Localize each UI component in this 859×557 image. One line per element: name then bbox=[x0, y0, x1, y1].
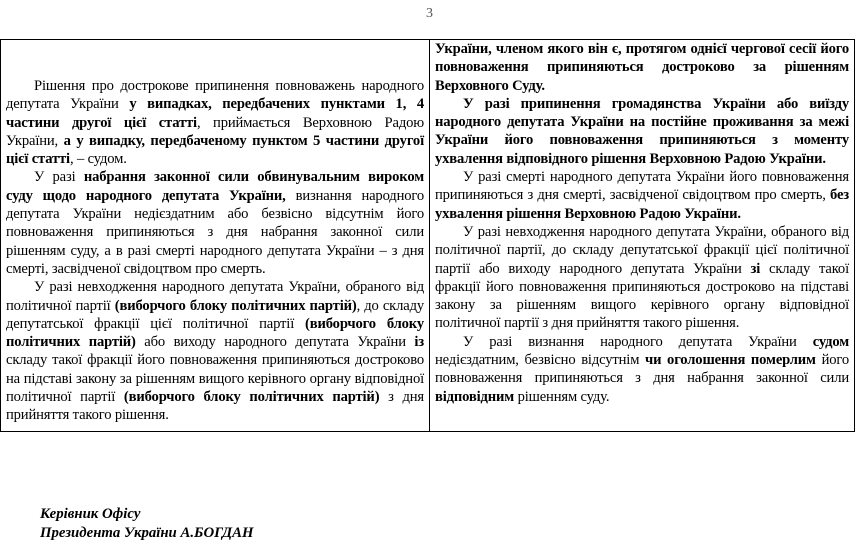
text-run: його повноваження припиняються з дня набрання законної сили bbox=[435, 352, 849, 387]
right-column-cell bbox=[430, 40, 855, 432]
text-run: , – судом. bbox=[69, 151, 127, 168]
signature-name: Президента України А.БОГДАН bbox=[40, 525, 254, 541]
bold-text: (виборчого блоку політичних партій) bbox=[6, 315, 424, 351]
comparison-table bbox=[0, 39, 855, 432]
paragraph bbox=[435, 168, 849, 223]
bold-text: відповідним bbox=[435, 388, 515, 405]
left-column-text bbox=[1, 40, 429, 431]
bold-text: у випадках, передбачених пунктами 1, 4 частини другої цієї статті bbox=[6, 96, 424, 131]
bold-text: (виборчого блоку політичних партій) bbox=[114, 297, 357, 314]
bold-text: (виборчого блоку політичних партій) bbox=[123, 389, 380, 406]
text-run: У разі невходження народного депутата України, обраного від політичної партії, до складу депутатської фракції цієї політичної партії або виходу народного депутата України bbox=[435, 223, 849, 277]
bold-text: із bbox=[414, 334, 425, 351]
bold-text: набрання законної сили обвинувальним вироком суду щодо народного депутата України, bbox=[6, 169, 424, 204]
signature-block bbox=[40, 505, 253, 543]
signature-title: Керівник Офісу bbox=[40, 506, 141, 522]
right-column-text bbox=[430, 40, 854, 412]
text-run: , до складу депутатської фракції цієї політичної партії bbox=[6, 297, 424, 332]
table-row bbox=[1, 40, 855, 432]
paragraph bbox=[435, 223, 849, 333]
paragraph bbox=[435, 333, 849, 406]
bold-text: України, членом якого він є, протягом однієї чергової сесії його повноваження припиняються достроково за рішенням Верховного Суду. bbox=[435, 41, 849, 94]
bold-text: судом bbox=[812, 333, 849, 350]
text-run: У разі смерті народного депутата України його повноваження припиняються з дня смерті, засвідченої свідоцтвом про смерть, bbox=[435, 169, 849, 204]
text-run: У разі невходження народного депутата України, обраного від політичної партії bbox=[6, 279, 424, 314]
text-run: складу такої фракції його повноваження припиняються достроково на підставі закону за рішенням вищого керівного органу відповідної політичної партії з дня прийняття такого рішення. bbox=[435, 260, 849, 332]
paragraph bbox=[435, 40, 849, 95]
left-column-cell bbox=[1, 40, 430, 432]
paragraph bbox=[6, 278, 424, 424]
text-run: недієздатним, безвісно відсутнім bbox=[435, 352, 645, 369]
text-run: Рішення про дострокове припинення повноважень народного депутата України bbox=[6, 78, 424, 113]
paragraph bbox=[435, 95, 849, 168]
text-run: рішенням суду. bbox=[514, 388, 610, 405]
text-run: з дня прийняття такого рішення. bbox=[6, 389, 424, 424]
text-run: складу такої фракції його повноваження припиняються достроково на підставі закону за рішенням вищого керівного органу відповідної політичної партії bbox=[6, 352, 424, 406]
bold-text: У разі припинення громадянства України або виїзду народного депутата України на постійне проживання за межі України його повноваження припиняються з моменту ухвалення відповідного рішення Верховною Радою України. bbox=[435, 95, 849, 167]
text-run: У разі bbox=[34, 169, 84, 186]
paragraph bbox=[6, 168, 424, 278]
paragraph bbox=[6, 77, 424, 168]
text-run: , приймається Верховною Радою України, bbox=[6, 114, 425, 149]
bold-text: без ухвалення рішення Верховною Радою України. bbox=[435, 187, 849, 222]
text-run: У разі визнання народного депутата України bbox=[463, 333, 813, 350]
bold-text: а у випадку, передбаченому пунктом 5 частини другої цієї статті bbox=[6, 132, 424, 168]
page-number: 3 bbox=[426, 6, 433, 21]
bold-text: чи оголошення померлим bbox=[645, 352, 816, 369]
text-run: визнання народного депутата України недієздатним або безвісно відсутнім його повноваження припиняються з дня набрання законної сили рішенням суду, а в разі смерті народного депутата України – з дня смерті, засвідченої свідоцтвом про смерть. bbox=[6, 187, 425, 277]
text-run: або виходу народного депутата України bbox=[135, 334, 415, 351]
bold-text: зі bbox=[750, 260, 761, 277]
